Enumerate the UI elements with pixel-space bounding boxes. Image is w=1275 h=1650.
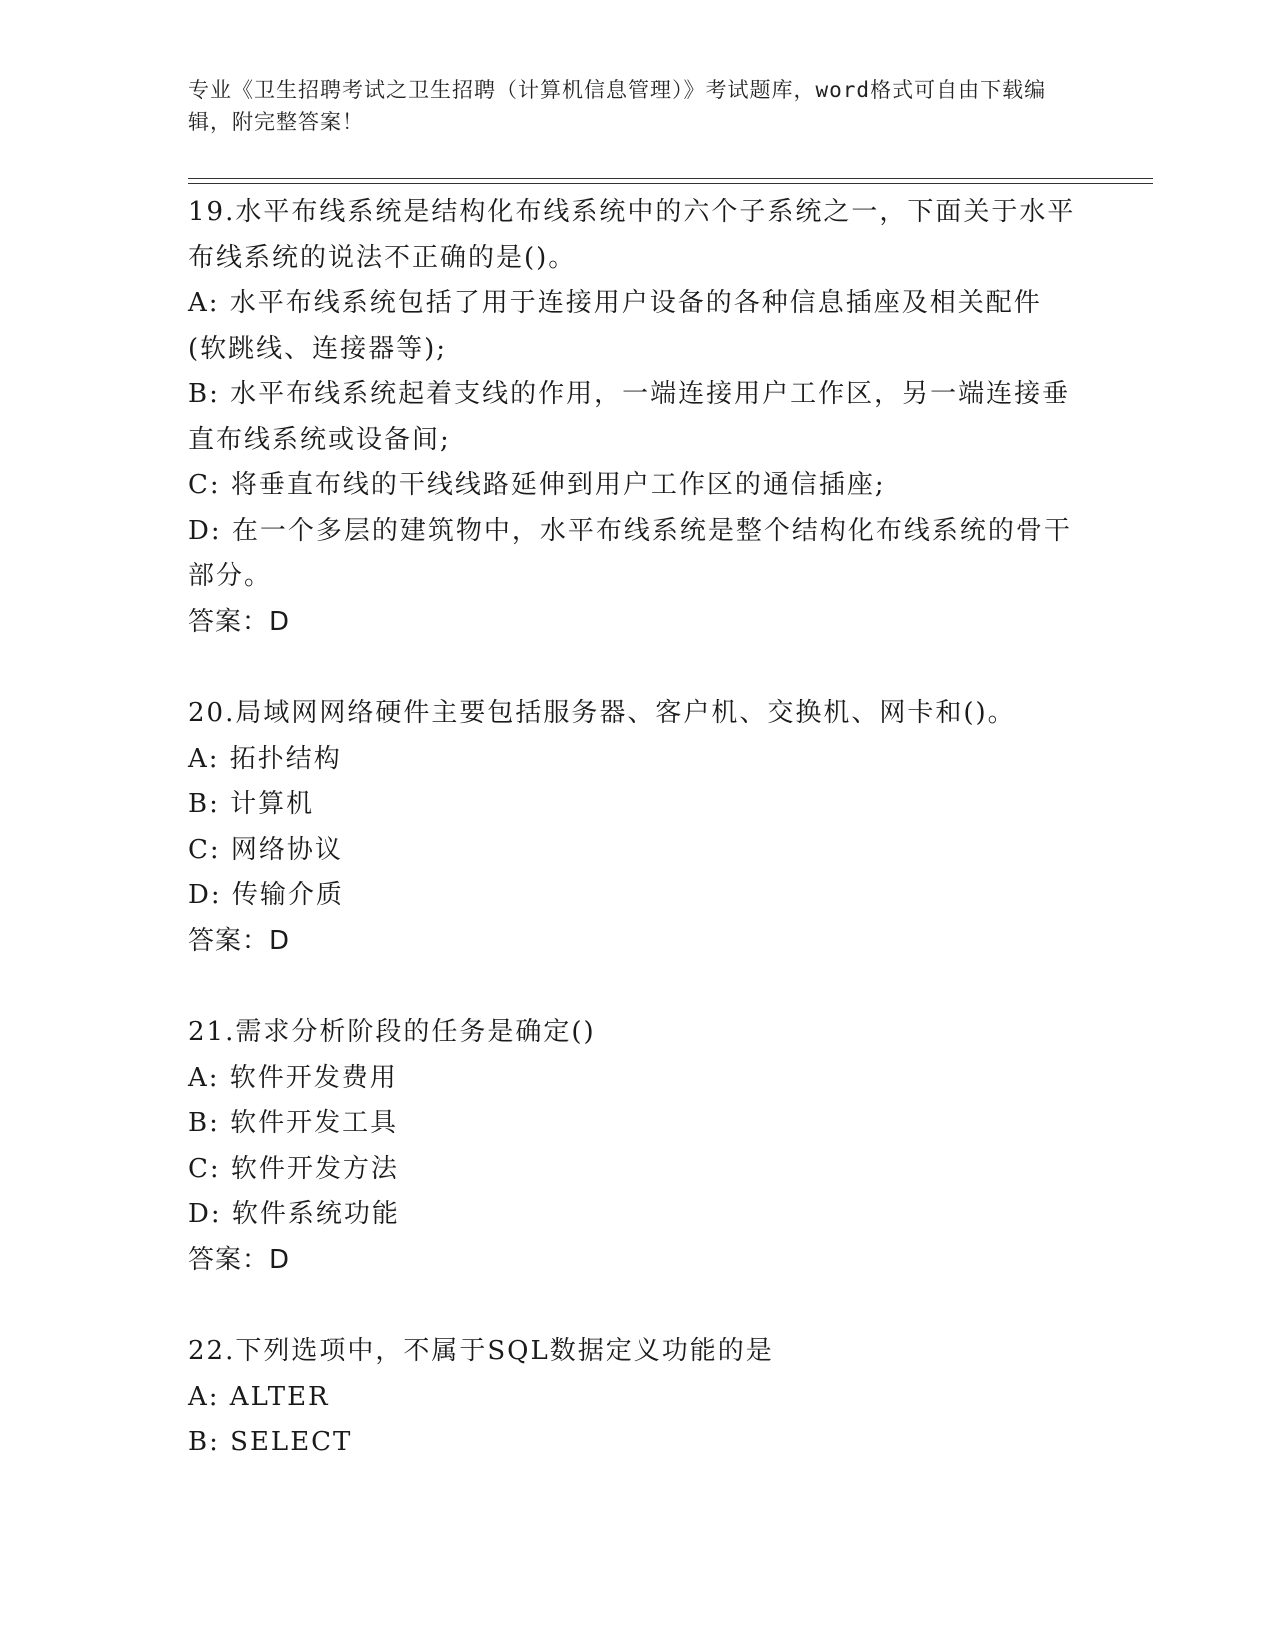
option-a: A: 水平布线系统包括了用于连接用户设备的各种信息插座及相关配件(软跳线、连接器等); bbox=[188, 288, 1042, 364]
option-a: A: 软件开发费用 bbox=[188, 1062, 398, 1093]
option-c: C: 网络协议 bbox=[188, 834, 343, 865]
question-21 bbox=[188, 1010, 1078, 1283]
option-b: B: 软件开发工具 bbox=[188, 1108, 399, 1138]
option-a: A: 拓扑结构 bbox=[188, 743, 342, 774]
answer-text: 答案：D bbox=[188, 1244, 291, 1275]
question-stem: 20.局域网网络硬件主要包括服务器、客户机、交换机、网卡和()。 bbox=[188, 698, 1016, 728]
question-stem: 19.水平布线系统是结构化布线系统中的六个子系统之一，下面关于水平布线系统的说法不正确的是()。 bbox=[188, 197, 1076, 273]
header-divider-top bbox=[188, 178, 1153, 179]
question-19 bbox=[188, 190, 1078, 645]
question-stem: 22.下列选项中，不属于SQL数据定义功能的是 bbox=[188, 1336, 774, 1366]
answer-text: 答案：D bbox=[188, 925, 291, 956]
option-b: B: 水平布线系统起着支线的作用，一端连接用户工作区，另一端连接垂直布线系统或设备间; bbox=[188, 379, 1071, 455]
answer-text: 答案：D bbox=[188, 606, 291, 637]
question-20 bbox=[188, 691, 1078, 964]
option-c: C: 软件开发方法 bbox=[188, 1153, 399, 1184]
option-b: B: SELECT bbox=[188, 1427, 353, 1457]
header-divider-bottom bbox=[188, 183, 1153, 184]
document-header: 专业《卫生招聘考试之卫生招聘（计算机信息管理）》考试题库，word格式可自由下载编辑，附完整答案！ bbox=[188, 78, 1047, 134]
question-stem: 21.需求分析阶段的任务是确定() bbox=[188, 1017, 596, 1047]
option-d: D: 软件系统功能 bbox=[188, 1199, 400, 1229]
option-a: A: ALTER bbox=[188, 1381, 330, 1412]
option-b: B: 计算机 bbox=[188, 789, 315, 819]
option-d: D: 在一个多层的建筑物中，水平布线系统是整个结构化布线系统的骨干部分。 bbox=[188, 515, 1072, 591]
question-list bbox=[188, 190, 1078, 1512]
option-c: C: 将垂直布线的干线线路延伸到用户工作区的通信插座; bbox=[188, 470, 886, 500]
question-22 bbox=[188, 1329, 1078, 1466]
option-d: D: 传输介质 bbox=[188, 880, 344, 910]
